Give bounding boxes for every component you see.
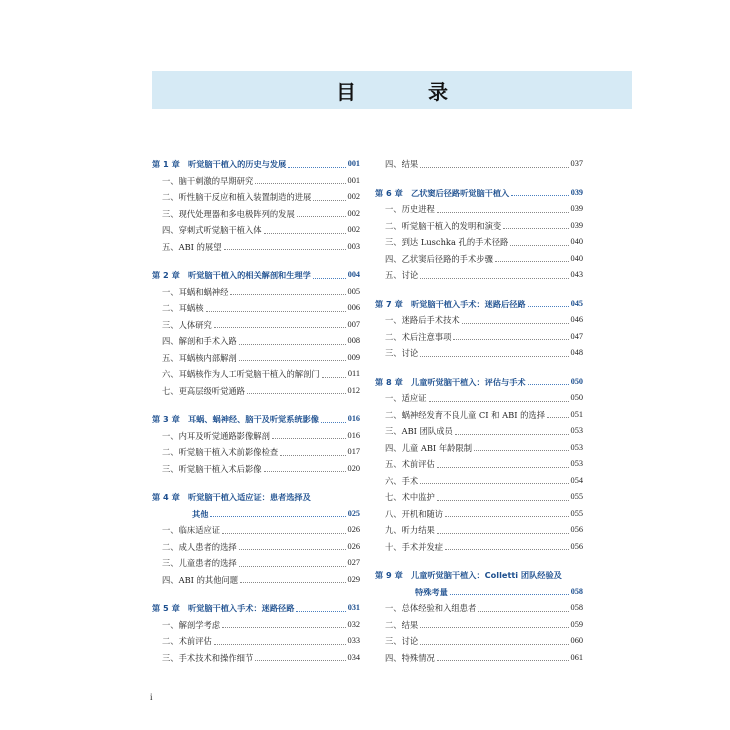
chapter-heading-page: 001: [347, 159, 360, 168]
section-entry[interactable]: [375, 633, 583, 650]
section-entry[interactable]: [152, 173, 360, 190]
chapter-heading[interactable]: [375, 567, 583, 600]
dot-leader: [462, 323, 569, 324]
dot-leader: [420, 278, 568, 279]
section-entry-label: 四、结果: [385, 159, 419, 169]
section-entry-label: 五、耳蜗核内部解剖: [162, 352, 237, 363]
dot-leader: [255, 660, 345, 661]
section-entry-label: 一、总体经验和入组患者: [385, 603, 477, 613]
section-entry[interactable]: [152, 333, 360, 350]
dot-leader: [214, 644, 346, 645]
section-entry-label: 四、穿刺式听觉脑干植入体: [162, 225, 262, 235]
dot-leader: [420, 167, 568, 168]
chapter-heading-label: 第 5 章 听觉脑干植入手术：迷路径路: [152, 603, 295, 613]
section-entry[interactable]: [152, 444, 360, 461]
section-entry-label: 三、听觉脑干植入术后影像: [162, 463, 262, 474]
section-entry-label: 八、开机和随访: [385, 508, 444, 519]
section-entry-label: 一、临床适应证: [162, 525, 221, 535]
chapter-heading-page: 050: [570, 376, 583, 386]
chapter-heading[interactable]: [375, 374, 583, 391]
section-entry[interactable]: [375, 440, 583, 457]
section-entry[interactable]: [152, 284, 360, 301]
section-entry-page: 048: [570, 348, 583, 357]
chapter-block: [375, 567, 583, 666]
section-entry[interactable]: [152, 428, 360, 445]
dot-leader: [420, 356, 568, 357]
section-entry[interactable]: [375, 489, 583, 506]
section-entry-label: 六、手术: [385, 475, 419, 486]
dot-leader: [264, 471, 346, 472]
section-entry[interactable]: [152, 239, 360, 256]
dot-leader: [547, 417, 569, 418]
dot-leader: [272, 438, 346, 439]
chapter-heading-line2-page: 058: [570, 586, 583, 596]
section-entry-page: 006: [347, 303, 360, 312]
section-entry-page: 026: [347, 541, 360, 551]
section-entry-page: 017: [347, 447, 360, 456]
chapter-block: [375, 185, 583, 284]
chapter-block: [152, 489, 360, 588]
dot-leader: [437, 467, 569, 468]
section-entry-label: 二、结果: [385, 619, 419, 630]
section-entry-label: 九、听力结果: [385, 525, 435, 535]
dot-leader: [437, 500, 569, 501]
section-entry[interactable]: [375, 345, 583, 362]
section-entry[interactable]: [375, 156, 583, 173]
dot-leader: [296, 611, 345, 612]
chapter-block: [152, 600, 360, 666]
chapter-heading-page: 039: [570, 187, 583, 197]
section-entry-label: 十、手术并发症: [385, 541, 444, 552]
section-entry-page: 053: [570, 426, 583, 435]
dot-leader: [453, 339, 568, 340]
dot-leader: [297, 216, 346, 217]
chapter-block: [375, 296, 583, 362]
section-entry-label: 二、蜗神经发育不良儿童 CI 和 ABI 的选择: [385, 409, 545, 420]
section-entry-page: 012: [347, 385, 360, 395]
dot-leader: [528, 384, 569, 385]
section-entry-label: 二、听觉脑干植入术前影像检查: [162, 447, 279, 457]
section-entry[interactable]: [375, 329, 583, 346]
dot-leader: [222, 533, 345, 534]
dot-leader: [503, 228, 568, 229]
section-entry-page: 050: [570, 393, 583, 402]
section-entry-page: 053: [570, 459, 583, 468]
section-entry-page: 056: [570, 541, 583, 551]
section-entry-page: 002: [347, 208, 360, 218]
dot-leader: [264, 233, 346, 234]
section-entry[interactable]: [375, 218, 583, 235]
section-entry-label: 五、讨论: [385, 270, 419, 280]
section-entry-label: 三、ABI 团队成员: [385, 426, 453, 436]
section-entry-page: 061: [570, 652, 583, 662]
section-entry[interactable]: [152, 350, 360, 367]
dot-leader: [239, 360, 346, 361]
dot-leader: [437, 660, 569, 661]
section-entry-page: 040: [570, 253, 583, 263]
chapter-heading[interactable]: [152, 600, 360, 617]
chapter-heading[interactable]: [375, 296, 583, 313]
section-entry-label: 四、特殊情况: [385, 652, 435, 663]
section-entry-label: 一、内耳及听觉通路影像解剖: [162, 430, 270, 441]
section-entry-page: 056: [570, 525, 583, 534]
section-entry-label: 三、人体研究: [162, 319, 212, 330]
dot-leader: [255, 183, 345, 184]
chapter-heading[interactable]: [152, 156, 360, 173]
section-entry-page: 002: [347, 192, 360, 201]
section-entry-label: 一、耳蜗和蜗神经: [162, 286, 229, 297]
chapter-heading-page: 031: [347, 603, 360, 612]
section-entry-page: 039: [570, 220, 583, 230]
page-folio: i: [150, 692, 153, 702]
toc-left-column: [152, 156, 360, 666]
chapter-heading[interactable]: [152, 489, 360, 522]
section-entry[interactable]: [375, 506, 583, 523]
section-entry[interactable]: [375, 539, 583, 556]
chapter-heading-line2-page: 025: [347, 508, 360, 518]
section-entry-label: 四、儿童 ABI 年龄限制: [385, 442, 473, 453]
section-entry-page: 043: [570, 270, 583, 279]
chapter-heading-line2: [375, 584, 583, 601]
section-entry[interactable]: [152, 555, 360, 572]
dot-leader: [495, 261, 569, 262]
section-entry[interactable]: [375, 267, 583, 284]
section-entry-label: 一、迷路后手术技术: [385, 315, 460, 325]
dot-leader: [206, 311, 346, 312]
dot-leader: [478, 611, 568, 612]
toc-title-banner: [152, 71, 632, 109]
dot-leader: [322, 377, 346, 378]
section-entry-label: 二、听觉脑干植入的发明和演变: [385, 220, 502, 231]
section-entry-label: 一、适应证: [385, 393, 427, 403]
section-entry-label: 三、手术技术和操作细节: [162, 652, 254, 663]
dot-leader: [240, 582, 345, 583]
section-entry[interactable]: [375, 312, 583, 329]
section-entry-page: 003: [347, 241, 360, 251]
chapter-heading-page: 016: [347, 414, 360, 423]
section-entry-page: 058: [570, 603, 583, 612]
section-entry-page: 005: [347, 286, 360, 296]
section-entry-page: 054: [570, 475, 583, 485]
section-entry[interactable]: [375, 201, 583, 218]
section-entry[interactable]: [375, 390, 583, 407]
section-entry[interactable]: [375, 234, 583, 251]
dot-leader: [437, 533, 569, 534]
section-entry[interactable]: [152, 300, 360, 317]
section-entry[interactable]: [152, 317, 360, 334]
dot-leader: [288, 167, 346, 168]
chapter-heading[interactable]: [152, 411, 360, 428]
section-entry[interactable]: [375, 251, 583, 268]
dot-leader: [313, 278, 346, 279]
dot-leader: [239, 549, 346, 550]
section-entry[interactable]: [375, 650, 583, 667]
dot-leader: [280, 455, 345, 456]
dot-leader: [450, 594, 569, 595]
dot-leader: [239, 566, 346, 567]
toc-right-column: [375, 156, 583, 666]
section-entry[interactable]: [375, 456, 583, 473]
toc-title: 目 录: [336, 79, 474, 104]
section-entry-page: 053: [570, 442, 583, 452]
chapter-heading-line2-label: 其他: [192, 508, 209, 519]
chapter-block: [375, 156, 583, 173]
chapter-block: [152, 267, 360, 399]
section-entry-label: 四、ABI 的其他问题: [162, 574, 239, 585]
section-entry-page: 055: [570, 492, 583, 501]
section-entry-label: 一、历史进程: [385, 204, 435, 214]
section-entry-page: 033: [347, 636, 360, 645]
section-entry-page: 039: [570, 204, 583, 213]
section-entry[interactable]: [152, 633, 360, 650]
section-entry-page: 026: [347, 525, 360, 534]
section-entry-label: 二、耳蜗核: [162, 303, 204, 313]
section-entry-label: 七、术中监护: [385, 492, 435, 502]
section-entry-page: 011: [347, 369, 360, 378]
section-entry-page: 002: [347, 225, 360, 234]
section-entry-page: 055: [570, 508, 583, 518]
section-entry[interactable]: [375, 473, 583, 490]
section-entry-label: 二、成人患者的选择: [162, 541, 237, 552]
section-entry-label: 五、术前评估: [385, 459, 435, 469]
section-entry[interactable]: [152, 522, 360, 539]
chapter-heading-page: 004: [347, 270, 360, 279]
chapter-heading[interactable]: [375, 185, 583, 202]
dot-leader: [239, 344, 346, 345]
section-entry-page: 001: [347, 175, 360, 185]
dot-leader: [224, 249, 346, 250]
chapter-heading-page: 045: [570, 298, 583, 308]
dot-leader: [420, 627, 568, 628]
section-entry[interactable]: [152, 539, 360, 556]
dot-leader: [230, 294, 345, 295]
section-entry[interactable]: [152, 383, 360, 400]
section-entry[interactable]: [375, 600, 583, 617]
section-entry[interactable]: [152, 366, 360, 383]
section-entry-page: 040: [570, 237, 583, 246]
chapter-heading-label: 第 6 章 乙状窦后径路听觉脑干植入: [375, 187, 510, 198]
dot-leader: [420, 644, 568, 645]
dot-leader: [321, 422, 346, 423]
section-entry[interactable]: [152, 617, 360, 634]
section-entry[interactable]: [152, 189, 360, 206]
section-entry-page: 007: [347, 319, 360, 329]
section-entry-label: 一、脑干刺激的早期研究: [162, 175, 254, 186]
chapter-heading-line2-label: 特殊考量: [415, 586, 448, 597]
section-entry-page: 051: [570, 409, 583, 419]
dot-leader: [437, 212, 569, 213]
section-entry-page: 037: [570, 159, 583, 168]
chapter-heading-line1: 第 4 章 听觉脑干植入适应证：患者选择及: [152, 492, 311, 502]
section-entry-label: 三、到达 Luschka 孔的手术径路: [385, 237, 509, 247]
section-entry-label: 六、耳蜗核作为人工听觉脑干植入的解剖门: [162, 369, 320, 379]
dot-leader: [445, 516, 568, 517]
dot-leader: [510, 245, 568, 246]
section-entry[interactable]: [152, 650, 360, 667]
chapter-block: [375, 374, 583, 556]
dot-leader: [247, 393, 346, 394]
section-entry-page: 034: [347, 652, 360, 662]
section-entry-label: 三、儿童患者的选择: [162, 558, 237, 568]
chapter-heading-line2: [152, 506, 360, 523]
section-entry-page: 029: [347, 574, 360, 584]
dot-leader: [455, 434, 569, 435]
dot-leader: [511, 195, 569, 196]
section-entry-label: 二、听性脑干反应和植入装置制造的进展: [162, 192, 312, 202]
chapter-heading-label: 第 1 章 听觉脑干植入的历史与发展: [152, 159, 287, 169]
section-entry[interactable]: [152, 572, 360, 589]
section-entry-label: 三、现代处理器和多电极阵列的发展: [162, 208, 295, 219]
chapter-heading-label: 第 2 章 听觉脑干植入的相关解剖和生理学: [152, 270, 311, 280]
section-entry[interactable]: [152, 461, 360, 478]
section-entry-label: 三、讨论: [385, 636, 419, 646]
dot-leader: [214, 327, 346, 328]
section-entry-page: 047: [570, 331, 583, 341]
section-entry-page: 020: [347, 463, 360, 473]
section-entry-label: 四、乙状窦后径路的手术步骤: [385, 253, 493, 264]
chapter-block: [152, 411, 360, 477]
section-entry-label: 一、解剖学考虑: [162, 619, 221, 630]
section-entry-page: 046: [570, 315, 583, 324]
section-entry-label: 二、术后注意事项: [385, 331, 452, 342]
section-entry-page: 009: [347, 352, 360, 362]
section-entry-label: 二、术前评估: [162, 636, 212, 646]
section-entry[interactable]: [152, 206, 360, 223]
dot-leader: [210, 516, 345, 517]
dot-leader: [429, 401, 569, 402]
section-entry-label: 三、讨论: [385, 348, 419, 358]
section-entry-page: 016: [347, 430, 360, 440]
chapter-block: [152, 156, 360, 255]
dot-leader: [528, 306, 569, 307]
dot-leader: [420, 483, 568, 484]
chapter-heading[interactable]: [152, 267, 360, 284]
section-entry-page: 027: [347, 558, 360, 567]
section-entry-page: 032: [347, 619, 360, 629]
chapter-heading-label: 第 3 章 耳蜗、蜗神经、脑干及听觉系统影像: [152, 414, 319, 424]
section-entry-label: 四、解剖和手术入路: [162, 336, 237, 346]
section-entry-label: 七、更高层级听觉通路: [162, 385, 245, 396]
section-entry-page: 059: [570, 619, 583, 629]
section-entry-label: 五、ABI 的展望: [162, 241, 222, 252]
section-entry[interactable]: [375, 423, 583, 440]
dot-leader: [474, 450, 569, 451]
section-entry[interactable]: [152, 222, 360, 239]
section-entry-page: 008: [347, 336, 360, 345]
dot-leader: [313, 200, 345, 201]
chapter-heading-label: 第 7 章 听觉脑干植入手术：迷路后径路: [375, 298, 526, 309]
section-entry-page: 060: [570, 636, 583, 645]
section-entry[interactable]: [375, 522, 583, 539]
chapter-heading-line1: 第 9 章 儿童听觉脑干植入：Colletti 团队经验及: [375, 570, 562, 580]
dot-leader: [445, 549, 568, 550]
chapter-heading-label: 第 8 章 儿童听觉脑干植入：评估与手术: [375, 376, 526, 387]
section-entry[interactable]: [375, 617, 583, 634]
dot-leader: [222, 627, 345, 628]
section-entry[interactable]: [375, 407, 583, 424]
